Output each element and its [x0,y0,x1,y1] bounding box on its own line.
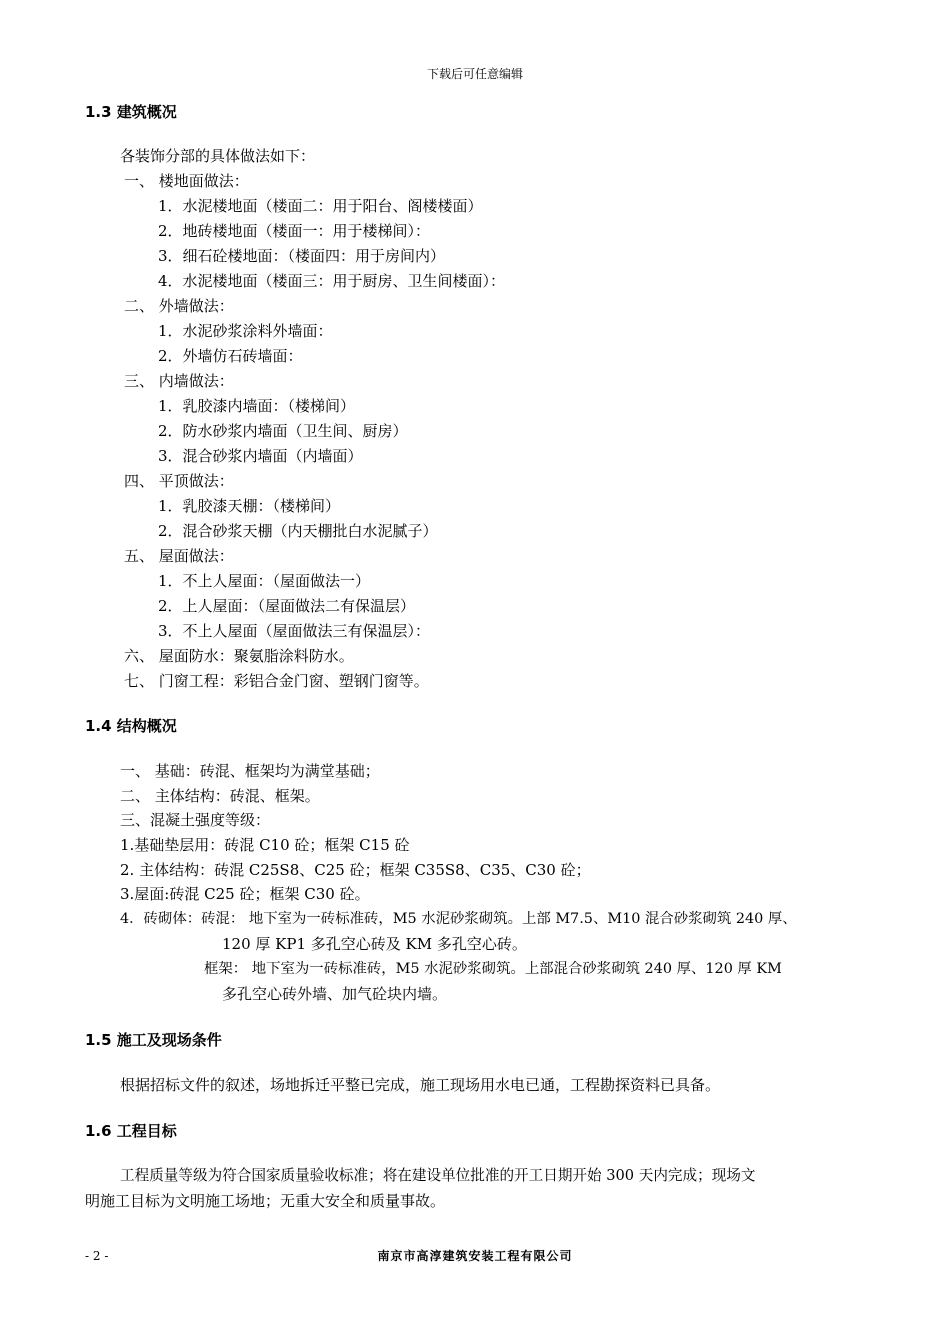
list-item: 2．防水砂浆内墙面（卫生间、厨房） [158,422,408,440]
section-heading-1-3: 1.3 建筑概况 [85,103,177,121]
list-group-heading: 六、 屋面防水：聚氨脂涂料防水。 [124,647,354,665]
list-item: 1．乳胶漆天棚：（楼梯间） [158,497,341,515]
paragraph: 多孔空心砖外墙、加气砼块内墙。 [222,985,448,1003]
paragraph: 三、混凝土强度等级： [120,811,271,829]
list-item: 4．水泥楼地面（楼面三：用于厨房、卫生间楼面）： [158,272,506,290]
paragraph: 框架： 地下室为一砖标准砖，M5 水泥砂浆砌筑。上部混合砂浆砌筑 240 厚、120 厚 KM [204,961,782,977]
footer-company: 南京市高淳建筑安装工程有限公司 [377,1249,573,1263]
section-heading-1-6: 1.6 工程目标 [85,1122,177,1140]
paragraph: 2. 主体结构：砖混 C25S8、C25 砼；框架 C35S8、C35、C30 砼； [120,861,591,879]
paragraph: 4．砖砌体：砖混： 地下室为一砖标准砖，M5 水泥砂浆砌筑。上部 M7.5、M10 混合砂浆砌筑 240 厚、 [120,911,797,927]
paragraph: 二、 主体结构：砖混、框架。 [120,787,320,805]
paragraph: 3.屋面:砖混 C25 砼；框架 C30 砼。 [120,885,370,903]
list-item: 2．地砖楼地面（楼面一：用于楼梯间）： [158,222,431,240]
page-number: - 2 - [85,1249,109,1263]
list-group-heading: 五、 屋面做法： [124,547,234,565]
list-item: 3．混合砂浆内墙面（内墙面） [158,447,363,465]
list-group-heading: 四、 平顶做法： [124,472,234,490]
section-heading-1-4: 1.4 结构概况 [85,717,177,735]
section-heading-1-5: 1.5 施工及现场条件 [85,1031,222,1049]
list-item: 3．不上人屋面（屋面做法三有保温层）： [158,622,431,640]
paragraph: 120 厚 KP1 多孔空心砖及 KM 多孔空心砖。 [222,935,527,953]
list-item: 2．混合砂浆天棚（内天棚批白水泥腻子） [158,522,438,540]
paragraph: 工程质量等级为符合国家质量验收标准；将在建设单位批准的开工日期开始 300 天内完成；现场文 [120,1167,756,1184]
list-item: 2．上人屋面：（屋面做法二有保温层） [158,597,416,615]
paragraph: 根据招标文件的叙述，场地拆迁平整已完成，施工现场用水电已通，工程勘探资料已具备。 [120,1076,721,1094]
paragraph: 一、 基础：砖混、框架均为满堂基础； [120,762,380,780]
list-group-heading: 七、 门窗工程：彩铝合金门窗、塑钢门窗等。 [124,672,429,690]
paragraph: 各装饰分部的具体做法如下： [120,147,316,165]
list-item: 1．水泥楼地面（楼面二：用于阳台、阁楼楼面） [158,197,483,215]
list-item: 1．乳胶漆内墙面：（楼梯间） [158,397,356,415]
list-group-heading: 一、 楼地面做法： [124,172,249,190]
list-group-heading: 三、 内墙做法： [124,372,234,390]
list-item: 1．不上人屋面：（屋面做法一） [158,572,371,590]
page-header: 下载后可任意编辑 [426,67,523,81]
list-item: 2．外墙仿石砖墙面： [158,347,303,365]
list-group-heading: 二、 外墙做法： [124,297,234,315]
paragraph: 1.基础垫层用：砖混 C10 砼；框架 C15 砼 [120,836,410,854]
paragraph: 明施工目标为文明施工场地；无重大安全和质量事故。 [85,1192,446,1210]
list-item: 1．水泥砂浆涂料外墙面： [158,322,333,340]
list-item: 3．细石砼楼地面：（楼面四：用于房间内） [158,247,446,265]
